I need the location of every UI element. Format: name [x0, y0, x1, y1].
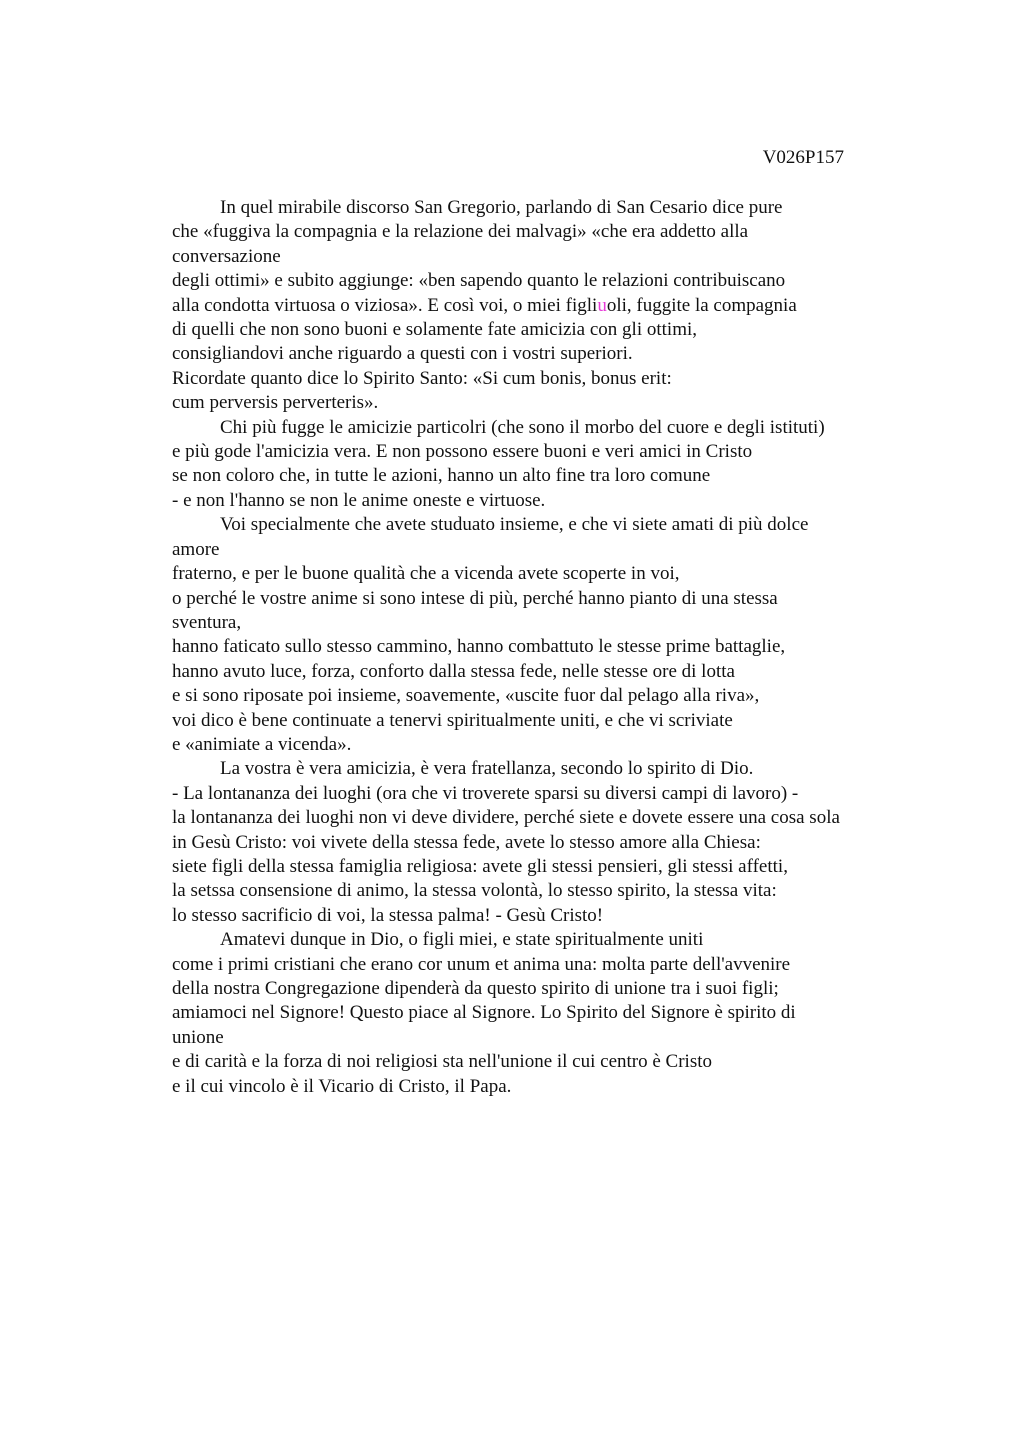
text-line: in Gesù Cristo: voi vivete della stessa fede, avete lo stesso amore alla Chiesa:: [172, 831, 761, 853]
text-line: Chi più fugge le amicizie particolri (che sono il morbo del cuore e degli istituti): [220, 416, 825, 438]
text-line: e di carità e la forza di noi religiosi sta nell'unione il cui centro è Cristo: [172, 1051, 712, 1073]
text-line: amiamoci nel Signore! Questo piace al Signore. Lo Spirito del Signore è spirito di: [172, 1002, 796, 1024]
text-line: fraterno, e per le buone qualità che a vicenda avete scoperte in voi,: [172, 563, 680, 585]
text-line: hanno faticato sullo stesso cammino, hanno combattuto le stesse prime battaglie,: [172, 636, 786, 658]
text-line: unione: [172, 1026, 224, 1048]
text-line: della nostra Congregazione dipenderà da questo spirito di unione tra i suoi figli;: [172, 978, 779, 999]
text-line: amore: [172, 538, 220, 560]
text-line: se non coloro che, in tutte le azioni, hanno un alto fine tra loro comune: [172, 465, 711, 487]
text-line: sventura,: [172, 611, 242, 633]
text-line: che «fuggiva la compagnia e la relazione dei malvagi» «che era addetto alla: [172, 221, 749, 243]
text-line: La vostra è vera amicizia, è vera fratellanza, secondo lo spirito di Dio.: [220, 758, 754, 780]
text-line: lo stesso sacrificio di voi, la stessa palma! - Gesù Cristo!: [172, 904, 604, 926]
highlighted-letter: u: [597, 294, 607, 316]
text-line: la setssa consensione di animo, la stessa volontà, lo stesso spirito, la stessa vita:: [172, 880, 777, 902]
text-line: degli ottimi» e subito aggiunge: «ben sapendo quanto le relazioni contribuiscano: [172, 270, 786, 292]
text-line: come i primi cristiani che erano cor unum et anima una: molta parte dell'avvenire: [172, 953, 791, 975]
text-line: e si sono riposate poi insieme, soavemente, «uscite fuor dal pelago alla riva»,: [172, 685, 760, 707]
text-segment: oli, fuggite la compagnia: [606, 294, 797, 316]
page-code: V026P157: [762, 147, 844, 168]
text-segment: alla condotta virtuosa o viziosa». E così voi, o miei figli: [172, 294, 598, 316]
text-line: voi dico è bene continuate a tenervi spiritualmente uniti, e che vi scriviate: [172, 709, 733, 731]
text-line: e più gode l'amicizia vera. E non possono essere buoni e veri amici in Cristo: [172, 441, 753, 463]
text-line: e «animiate a vicenda».: [172, 733, 352, 755]
text-line: cum perversis perverteris».: [172, 392, 379, 414]
text-line: Ricordate quanto dice lo Spirito Santo: «Si cum bonis, bonus erit:: [172, 367, 672, 389]
text-line: siete figli della stessa famiglia religiosa: avete gli stessi pensieri, gli stessi affetti,: [172, 855, 788, 877]
text-line: consigliandovi anche riguardo a questi con i vostri superiori.: [172, 343, 633, 365]
text-line: la lontananza dei luoghi non vi deve dividere, perché siete e dovete essere una cosa sola: [172, 807, 840, 829]
text-line: - e non l'hanno se non le anime oneste e virtuose.: [172, 489, 546, 511]
text-line: e il cui vincolo è il Vicario di Cristo, il Papa.: [172, 1075, 512, 1097]
text-line: Voi specialmente che avete studuato insieme, e che vi siete amati di più dolce: [220, 514, 809, 536]
text-line: In quel mirabile discorso San Gregorio, parlando di San Cesario dice pure: [220, 197, 783, 218]
text-line: o perché le vostre anime si sono intese di più, perché hanno pianto di una stessa: [172, 587, 778, 609]
text-line: hanno avuto luce, forza, conforto dalla stessa fede, nelle stesse ore di lotta: [172, 660, 735, 682]
document-body: [172, 196, 912, 1099]
text-line: Amatevi dunque in Dio, o figli miei, e state spiritualmente uniti: [220, 929, 704, 951]
text-line: - La lontananza dei luoghi (ora che vi troverete sparsi su diversi campi di lavoro) -: [172, 782, 799, 804]
text-line: [172, 294, 912, 318]
text-line: conversazione: [172, 245, 281, 267]
text-line: di quelli che non sono buoni e solamente fate amicizia con gli ottimi,: [172, 319, 698, 341]
